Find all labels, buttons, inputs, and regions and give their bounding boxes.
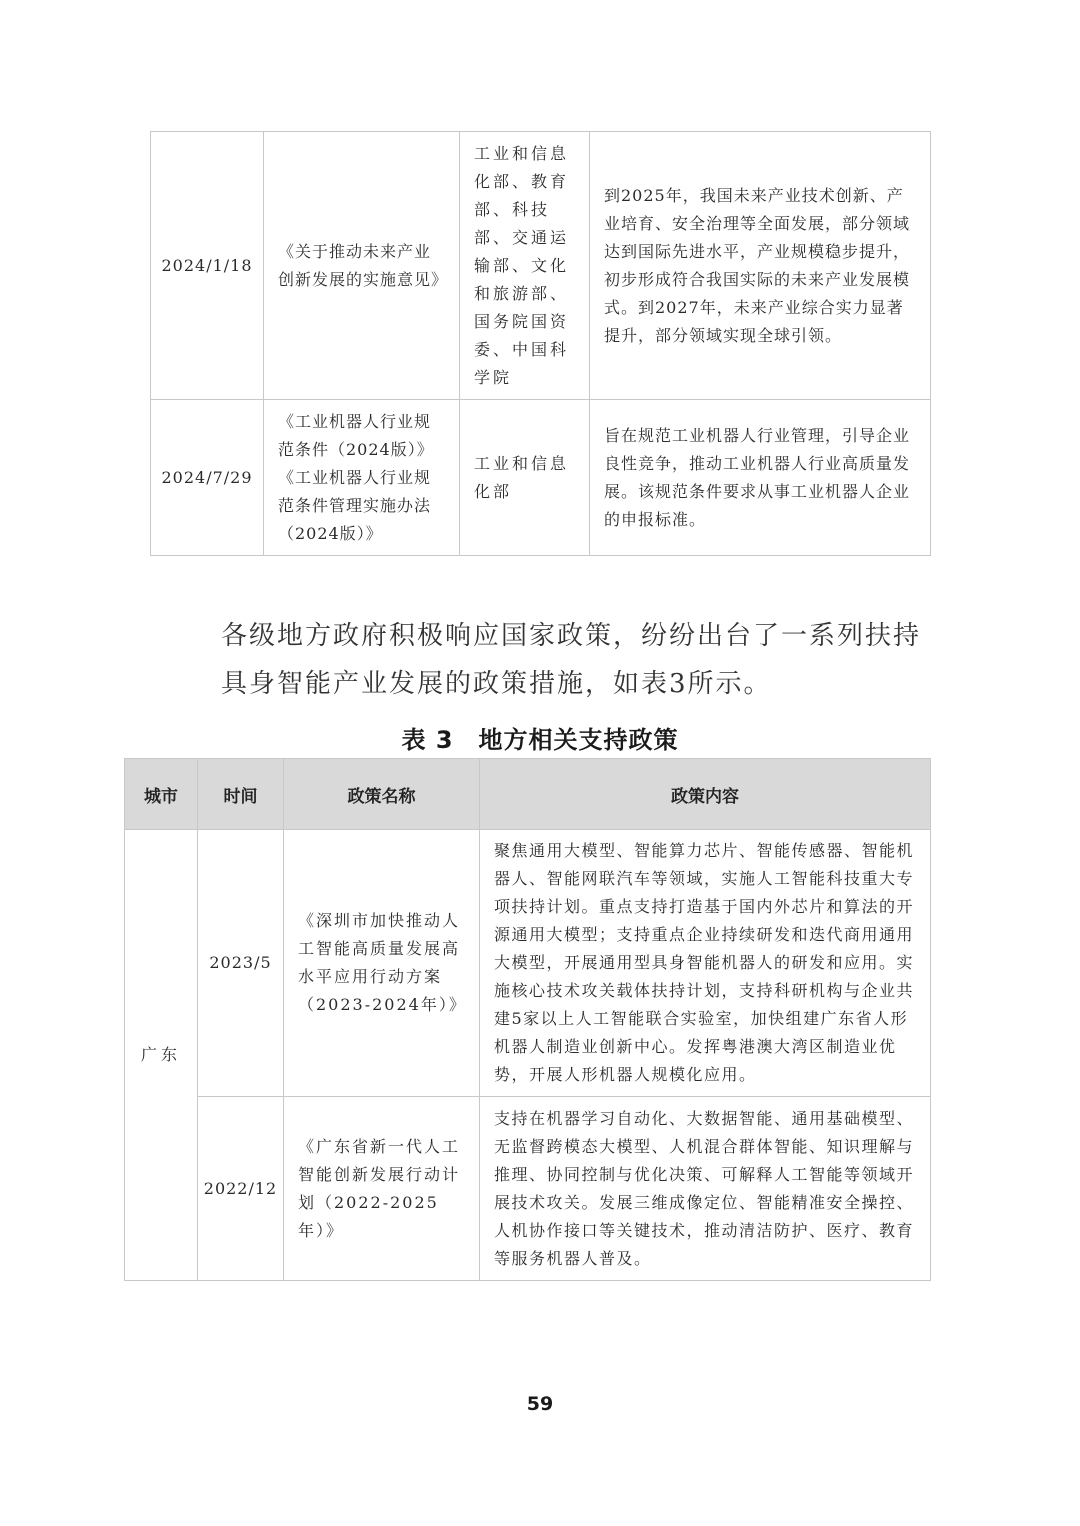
policy-name: 《广东省新一代人工智能创新发展行动计划（2022-2025年）》: [284, 1097, 480, 1281]
policy-content: 聚焦通用大模型、智能算力芯片、智能传感器、智能机器人、智能网联汽车等领域，实施人工智能科技重大专项扶持计划。重点支持打造基于国内外芯片和算法的开源通用大模型；支持重点企业持续研发和迭代商用通用大模型，开展通用型具身智能机器人的研发和应用。实施核心技术攻关载体扶持计划，支持科研机构与企业共建5家以上人工智能联合实验室，加快组建广东省人形机器人制造业创新中心。发挥粤港澳大湾区制造业优势，开展人形机器人规模化应用。: [480, 830, 931, 1097]
policy-department: 工业和信息化部、教育部、科技部、交通运输部、文化和旅游部、国务院国资委、中国科学院: [460, 132, 590, 400]
policy-name: 《工业机器人行业规范条件（2024版）》《工业机器人行业规范条件管理实施办法（2024版）》: [264, 400, 460, 556]
body-paragraph: [165, 612, 925, 708]
national-policy-table: [150, 131, 931, 556]
policy-time: 2022/12: [198, 1097, 284, 1281]
table-row: [151, 132, 931, 400]
policy-time: 2023/5: [198, 830, 284, 1097]
header-time: 时间: [198, 759, 284, 830]
policy-content: 到2025年，我国未来产业技术创新、产业培育、安全治理等全面发展，部分领域达到国际先进水平，产业规模稳步提升，初步形成符合我国实际的未来产业发展模式。到2027年，未来产业综合实力显著提升，部分领域实现全球引领。: [590, 132, 931, 400]
policy-date: 2024/7/29: [151, 400, 264, 556]
city-cell: 广东: [125, 830, 198, 1281]
policy-department: 工业和信息化部: [460, 400, 590, 556]
header-policy-name: 政策名称: [284, 759, 480, 830]
page-number: 59: [526, 1393, 554, 1415]
table-caption: 表 3 地方相关支持政策: [401, 726, 679, 754]
table-row: [125, 1097, 931, 1281]
table-header-row: [125, 759, 931, 830]
policy-name: 《关于推动未来产业创新发展的实施意见》: [264, 132, 460, 400]
policy-date: 2024/1/18: [151, 132, 264, 400]
local-policy-table: [124, 758, 931, 1281]
policy-content: 旨在规范工业机器人行业管理，引导企业良性竞争，推动工业机器人行业高质量发展。该规范条件要求从事工业机器人企业的申报标准。: [590, 400, 931, 556]
header-city: 城市: [125, 759, 198, 830]
table-row: [151, 400, 931, 556]
policy-name: 《深圳市加快推动人工智能高质量发展高水平应用行动方案（2023-2024年）》: [284, 830, 480, 1097]
table-row: [125, 830, 931, 1097]
header-policy-content: 政策内容: [480, 759, 931, 830]
paragraph-text: 各级地方政府积极响应国家政策，纷纷出台了一系列扶持具身智能产业发展的政策措施，如表3所示。: [221, 621, 922, 699]
policy-content: 支持在机器学习自动化、大数据智能、通用基础模型、无监督跨模态大模型、人机混合群体智能、知识理解与推理、协同控制与优化决策、可解释人工智能等领域开展技术攻关。发展三维成像定位、智能精准安全操控、人机协作接口等关键技术，推动清洁防护、医疗、教育等服务机器人普及。: [480, 1097, 931, 1281]
